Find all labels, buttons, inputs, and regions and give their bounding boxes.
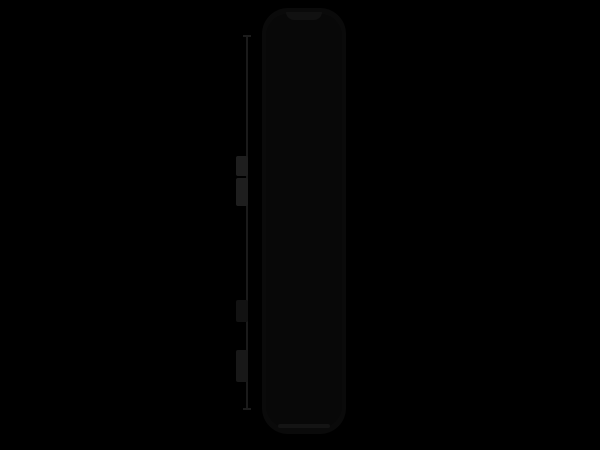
mute-switch[interactable] [236, 350, 248, 382]
volume-up-button[interactable] [236, 156, 248, 176]
side-rail-top-cap [243, 35, 251, 37]
speaker-notch-icon [286, 12, 322, 20]
volume-down-button[interactable] [236, 178, 248, 206]
side-rail-bottom-cap [243, 408, 251, 410]
device-display[interactable] [266, 14, 342, 428]
home-indicator[interactable] [278, 424, 330, 428]
power-button[interactable] [236, 300, 248, 322]
